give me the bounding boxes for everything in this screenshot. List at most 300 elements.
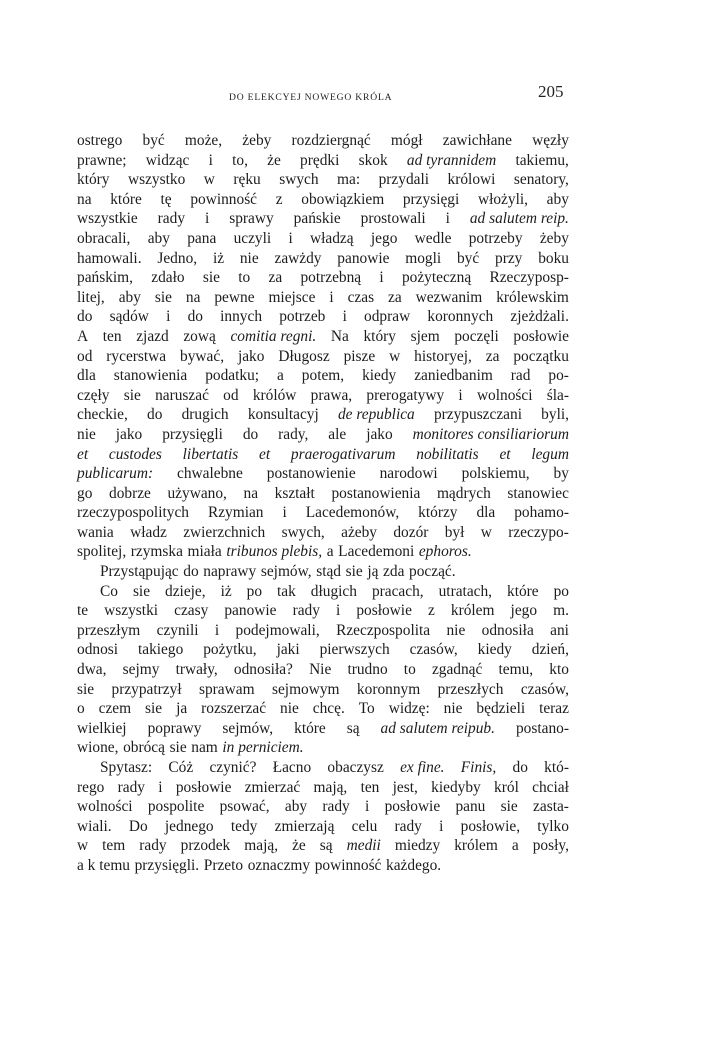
word: są: [319, 837, 333, 855]
word: jaki: [276, 641, 300, 659]
word: wszystko: [127, 171, 186, 189]
word: żeby: [242, 132, 272, 149]
word: nie: [77, 425, 96, 443]
word: a: [511, 837, 519, 855]
word: A: [77, 327, 89, 345]
word: pożyteczną: [401, 269, 472, 287]
word: i: [335, 602, 341, 620]
text-line: [77, 738, 569, 758]
text-line: [77, 562, 569, 582]
word: Co: [100, 582, 118, 600]
word: Łacno: [272, 759, 312, 776]
word: sejmowym: [271, 680, 340, 698]
word: czasy: [174, 602, 209, 620]
word: aby: [147, 229, 170, 247]
word: by: [553, 465, 569, 483]
text-line: [77, 503, 569, 523]
word: i: [329, 288, 334, 306]
word: włożyli,: [477, 190, 528, 208]
word: koronnych: [427, 308, 494, 326]
word: odnosi: [77, 641, 119, 659]
word: prostowali: [360, 210, 426, 228]
word: przeszłych: [437, 680, 504, 698]
word: Przeto: [203, 856, 244, 874]
word: ja: [176, 700, 188, 718]
text-line: [77, 131, 569, 151]
word: rady: [322, 798, 350, 816]
word: miejsce: [268, 288, 316, 306]
word: rady: [157, 210, 186, 228]
word: Nie: [309, 661, 332, 679]
word: że: [292, 837, 306, 855]
word: tedy: [230, 817, 258, 835]
word: przypatrzył: [111, 680, 182, 698]
word: w: [480, 523, 492, 541]
text-line: [77, 268, 569, 288]
word: do: [242, 425, 259, 443]
word: boku: [538, 249, 569, 267]
word: śla-: [546, 386, 569, 404]
word: aby: [118, 288, 141, 306]
word: legum: [531, 445, 569, 463]
word: Rzymian: [207, 504, 264, 522]
word: postanowienia: [331, 484, 421, 502]
word: długich: [310, 582, 357, 600]
word: utratach,: [438, 582, 493, 600]
word: jego: [370, 229, 398, 247]
text-line: [77, 660, 569, 680]
word: od: [223, 386, 239, 404]
paragraph: [77, 131, 569, 562]
word: za: [388, 288, 402, 306]
paragraph: [77, 758, 569, 876]
word: i: [288, 229, 293, 247]
word: pisze: [343, 347, 376, 365]
word: sie: [132, 582, 151, 600]
word: powinność: [190, 190, 258, 208]
italic-word: medii: [346, 837, 381, 855]
word: węzły: [532, 132, 569, 149]
word: i: [205, 210, 210, 228]
word: uczyli: [233, 229, 272, 247]
word: jako: [115, 425, 143, 443]
text-line: [77, 405, 569, 425]
word: miedzy: [394, 837, 441, 855]
word: sie: [77, 680, 95, 698]
word: sprawy: [229, 210, 274, 228]
word: nie: [446, 621, 466, 639]
word: Spytasz:: [100, 759, 153, 776]
word: ten: [102, 327, 122, 345]
word: naruszać: [155, 386, 209, 404]
word: posłowie,: [460, 817, 521, 835]
word: dla: [77, 367, 96, 385]
word: za: [485, 347, 500, 365]
word: Na: [330, 327, 349, 345]
italic-word: comitia regni.: [230, 327, 317, 345]
word: jako: [366, 425, 393, 443]
word: prerogatywy: [366, 386, 445, 404]
word: praerogativarum: [290, 445, 396, 463]
word: które: [507, 582, 539, 600]
word: zdało: [151, 269, 185, 287]
word: i: [214, 621, 220, 639]
word: Przystąpując: [100, 563, 179, 581]
word: częły: [77, 386, 110, 404]
word: postano-: [515, 719, 569, 737]
word: wszystki: [104, 602, 159, 620]
word: nam: [191, 739, 218, 757]
text-line: [77, 347, 569, 367]
word: skok: [358, 151, 388, 169]
word: któ-: [544, 759, 569, 776]
word: drugich: [181, 406, 229, 424]
word: wione,: [77, 739, 119, 757]
word: poprawy: [147, 719, 202, 737]
word: odpraw: [364, 308, 411, 326]
word: iż: [212, 249, 225, 267]
word: sie: [169, 739, 187, 757]
body-text: [77, 131, 569, 876]
word: zmierzają: [274, 817, 335, 835]
word: custodes: [108, 445, 162, 463]
word: rady: [139, 837, 167, 855]
word: po: [246, 582, 263, 600]
word: i: [365, 798, 370, 816]
word: mają,: [244, 837, 279, 855]
text-line: [77, 170, 569, 190]
word: swych,: [281, 523, 325, 541]
word: czasów,: [520, 680, 569, 698]
text-line: [77, 778, 569, 798]
word: rzeczypospolitych: [77, 504, 189, 522]
word: i: [458, 386, 463, 404]
word: prawne;: [77, 151, 127, 169]
italic-word: ad salutem reip.: [469, 210, 569, 228]
word: historyej,: [414, 347, 472, 365]
word: sie: [345, 563, 363, 581]
word: rad: [510, 367, 531, 385]
word: sejmów,: [260, 563, 312, 581]
word: To: [358, 700, 375, 718]
word: chcę.: [312, 700, 345, 718]
word: trwały,: [175, 661, 218, 679]
word: którzy: [418, 504, 458, 522]
word: et: [77, 445, 89, 463]
word: używano,: [167, 484, 227, 502]
word: sprawam: [199, 680, 255, 698]
word: pańskie: [293, 210, 341, 228]
word: potem,: [301, 367, 345, 385]
word: do: [183, 563, 199, 581]
word: na: [77, 190, 92, 208]
text-line: [77, 209, 569, 229]
word: ma:: [337, 171, 361, 189]
word: miała: [187, 543, 222, 561]
word: ręku: [233, 171, 261, 189]
word: zawichłane: [442, 132, 512, 149]
italic-word: ephoros.: [418, 543, 472, 561]
word: sie: [202, 269, 220, 287]
word: początku: [513, 347, 569, 365]
word: byli,: [541, 406, 569, 424]
word: sie: [500, 798, 518, 816]
word: pana: [187, 229, 217, 247]
word: tylko: [537, 817, 569, 835]
word: jednego: [164, 817, 214, 835]
word: rozdziergnąć: [291, 132, 371, 149]
word: do: [187, 308, 203, 326]
word: jako: [237, 347, 265, 365]
word: sejmów,: [222, 719, 274, 737]
word: powinność: [314, 856, 382, 874]
page-number: 205: [538, 82, 564, 101]
word: żeby: [539, 229, 569, 247]
word: prawa,: [310, 386, 353, 404]
paragraph: [77, 562, 569, 582]
word: podatku;: [205, 367, 260, 385]
word: a: [277, 367, 284, 385]
word: wolności: [476, 386, 533, 404]
word: które: [294, 719, 326, 737]
word: po: [553, 582, 569, 600]
word: czynić?: [209, 759, 257, 776]
word: odnosiła: [481, 621, 534, 639]
word: trudno: [347, 661, 388, 679]
italic-word: ex fine.: [400, 759, 445, 776]
word: i: [158, 778, 163, 796]
word: czynili: [156, 621, 199, 639]
italic-word: de republica: [337, 406, 415, 424]
text-line: [77, 817, 569, 837]
word: wielkiej: [77, 719, 127, 737]
text-line: [77, 249, 569, 269]
text-line: [77, 582, 569, 602]
word: może,: [184, 132, 223, 149]
italic-word: ad salutem reipub.: [380, 719, 495, 737]
word: potrzeby: [468, 229, 523, 247]
word: zgadnąć: [431, 661, 483, 679]
word: postanowienie: [266, 465, 356, 483]
italic-phrase: [77, 445, 569, 465]
word: w: [203, 171, 215, 189]
word: Rzeczyposp-: [489, 269, 569, 287]
word: ostrego: [77, 132, 123, 149]
word: do: [147, 406, 163, 424]
word: polskiemu,: [461, 465, 530, 483]
text-line: [77, 484, 569, 504]
word: który: [363, 327, 396, 345]
word: królem: [450, 602, 495, 620]
word: zjazd: [136, 327, 169, 345]
word: czasów,: [409, 641, 458, 659]
word: Jedno,: [157, 249, 198, 267]
word: a k temu: [77, 856, 130, 874]
word: i: [342, 308, 347, 326]
word: dozór: [393, 523, 429, 541]
word: jego: [510, 602, 538, 620]
word: nie: [280, 700, 299, 718]
word: Lacedemonów,: [305, 504, 400, 522]
word: mógł: [390, 132, 423, 149]
word: teraz: [539, 700, 569, 718]
text-line: [77, 229, 569, 249]
word: obrócą: [123, 739, 165, 757]
word: sie: [154, 288, 172, 306]
word: w: [77, 837, 89, 855]
word: władzą: [310, 229, 354, 247]
word: mądrych: [436, 484, 491, 502]
word: innych: [220, 308, 263, 326]
word: mają,: [313, 778, 348, 796]
word: psować,: [219, 798, 270, 816]
text-line: [77, 640, 569, 660]
word: senatory,: [513, 171, 569, 189]
text-line: [77, 307, 569, 327]
word: rady: [394, 817, 422, 835]
word: go: [77, 484, 93, 502]
word: dzień,: [531, 641, 569, 659]
word: zawżdy: [274, 249, 322, 267]
word: obowiązkiem: [301, 190, 385, 208]
paragraph: [77, 582, 569, 758]
text-line: [77, 836, 569, 856]
word: ją: [367, 563, 379, 581]
text-line: [77, 425, 569, 445]
word: stąd: [316, 563, 341, 581]
word: wiali.: [77, 817, 112, 835]
word: poczęli: [454, 327, 499, 345]
word: kształt: [274, 484, 315, 502]
word: tem: [102, 837, 126, 855]
word: widząc: [145, 151, 190, 169]
word: do: [77, 308, 93, 326]
word: że: [267, 151, 281, 169]
word: chciał: [532, 778, 569, 796]
word: posłowie: [513, 327, 569, 345]
word: są: [346, 719, 360, 737]
word: przypuszczani: [433, 406, 522, 424]
word: to: [238, 269, 251, 287]
word: posły,: [532, 837, 569, 855]
word: stanowienia: [113, 367, 188, 385]
word: rady,: [278, 425, 309, 443]
italic-word: monitores consiliariorum: [412, 425, 569, 443]
word: panowie: [337, 249, 390, 267]
italic-word: in perniciem.: [222, 739, 304, 757]
word: widzę:: [388, 700, 430, 718]
word: jest,: [392, 778, 418, 796]
word: to,: [232, 151, 248, 169]
word: hamowali.: [77, 249, 142, 267]
word: kto: [549, 661, 569, 679]
word: rady: [292, 602, 320, 620]
word: królów: [252, 386, 297, 404]
word: narodowi: [379, 465, 438, 483]
word: Długosz: [278, 347, 330, 365]
word: rzeczypo-: [508, 523, 569, 541]
word: czem: [98, 700, 132, 718]
text-line: [77, 621, 569, 641]
text-line: [77, 445, 569, 465]
word: po-: [548, 367, 569, 385]
word: takiego: [137, 641, 184, 659]
word: rycerstwa: [106, 347, 167, 365]
text-line: [77, 464, 569, 484]
word: i: [282, 504, 287, 522]
word: sjem: [410, 327, 440, 345]
word: spolitej,: [77, 543, 127, 561]
word: to: [403, 661, 416, 679]
word: czas: [347, 288, 375, 306]
word: rozszerzać: [201, 700, 267, 718]
word: być: [456, 249, 480, 267]
word: dzieje,: [165, 582, 206, 600]
word: pewne: [214, 288, 255, 306]
word: prędki: [300, 151, 340, 169]
word: konsultacyj: [247, 406, 319, 424]
word: Do: [128, 817, 148, 835]
text-line: [77, 856, 569, 876]
text-line: [77, 151, 569, 171]
running-head: DO ELEKCYEJ NOWEGO KRÓLA: [229, 92, 393, 103]
word: z: [275, 190, 283, 208]
word: podejmowali,: [235, 621, 320, 639]
word: dobrze: [109, 484, 151, 502]
word: i: [439, 817, 444, 835]
word: i: [445, 210, 450, 228]
word: nie: [239, 249, 259, 267]
word: libertatis: [182, 445, 239, 463]
text-line: [77, 797, 569, 817]
word: naprawy: [203, 563, 257, 581]
word: zda: [383, 563, 405, 581]
word: przydali: [378, 171, 430, 189]
word: posłowie: [175, 778, 232, 796]
word: być: [142, 132, 165, 149]
word: i: [379, 269, 384, 287]
word: mogli: [405, 249, 442, 267]
word: w: [389, 347, 401, 365]
word: zjeżdżali.: [510, 308, 569, 326]
word: et: [259, 445, 271, 463]
word: takiemu,: [515, 151, 569, 169]
word: zwierzchnich: [183, 523, 266, 541]
text-line: [77, 680, 569, 700]
word: dla: [476, 504, 496, 522]
word: królewskim: [496, 288, 569, 306]
word: rego: [77, 778, 105, 796]
word: sejmy: [122, 661, 160, 679]
word: rady: [117, 778, 145, 796]
word: odnosiła?: [233, 661, 293, 679]
word: sie: [123, 386, 141, 404]
word: bywać,: [180, 347, 225, 365]
word: przysięgli.: [134, 856, 200, 874]
word: chwalebne: [177, 465, 243, 483]
word: przysięgli: [162, 425, 223, 443]
word: koronnym: [356, 680, 421, 698]
word: i: [208, 151, 213, 169]
word: każdego.: [386, 856, 442, 874]
word: pospolite: [147, 798, 205, 816]
word: aby: [546, 190, 569, 208]
word: pańskim,: [77, 269, 134, 287]
word: ażeby: [341, 523, 377, 541]
word: swych: [279, 171, 319, 189]
word: na: [243, 484, 259, 502]
word: na: [185, 288, 201, 306]
